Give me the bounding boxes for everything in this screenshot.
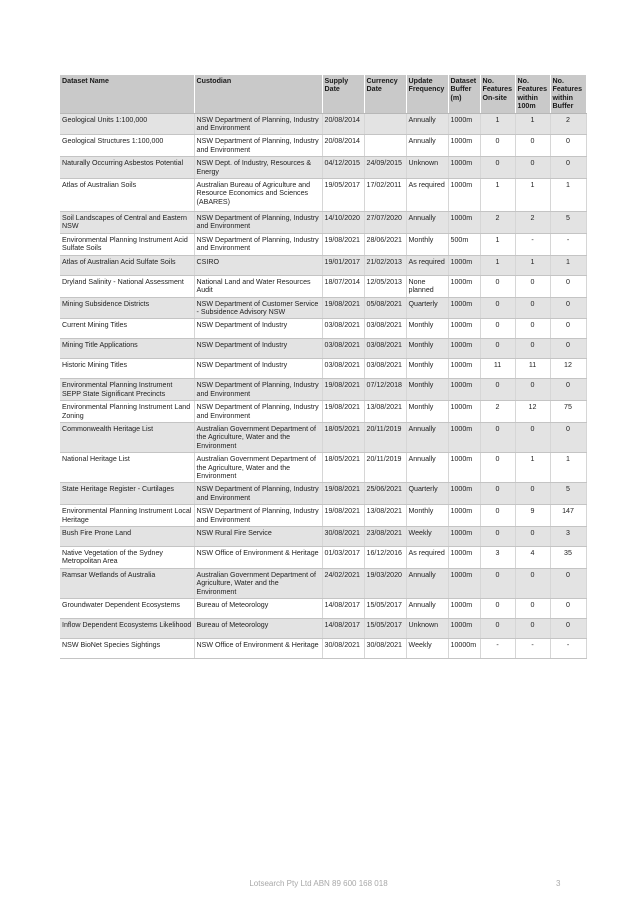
features-buffer-cell: 0 [550,568,586,598]
update-frequency-cell: Annually [406,113,448,135]
update-frequency-cell: Monthly [406,339,448,359]
supply-date-cell: 19/08/2021 [322,297,364,319]
supply-date-cell: 19/08/2021 [322,483,364,505]
currency-date-cell: 12/05/2013 [364,275,406,297]
features-buffer-cell: 0 [550,135,586,157]
footer-company: Lotsearch Pty Ltd ABN 89 600 168 018 [249,879,388,888]
features-onsite-cell: 0 [480,339,515,359]
dataset-buffer-cell: 1000m [448,599,480,619]
features-onsite-cell: 1 [480,113,515,135]
update-frequency-cell: Weekly [406,527,448,547]
currency-date-cell: 24/09/2015 [364,157,406,179]
features-100m-cell: 0 [515,568,550,598]
header-features-100m: No. Features within 100m [515,75,550,113]
update-frequency-cell: Annually [406,453,448,483]
supply-date-cell: 14/08/2017 [322,619,364,639]
features-100m-cell: 0 [515,527,550,547]
currency-date-cell: 03/08/2021 [364,359,406,379]
dataset-name-cell: Geological Structures 1:100,000 [60,135,194,157]
features-100m-cell: 0 [515,483,550,505]
dataset-buffer-cell: 1000m [448,401,480,423]
features-onsite-cell: 2 [480,401,515,423]
table-row [60,527,586,547]
features-onsite-cell: 11 [480,359,515,379]
table-row [60,453,586,483]
table-row [60,619,586,639]
features-buffer-cell: - [550,639,586,659]
custodian-cell: Australian Government Department of the Agriculture, Water and the Environment [194,453,322,483]
features-100m-cell: 1 [515,255,550,275]
features-onsite-cell: 0 [480,379,515,401]
table-row [60,297,586,319]
dataset-buffer-cell: 1000m [448,483,480,505]
dataset-buffer-cell: 1000m [448,505,480,527]
dataset-name-cell: National Heritage List [60,453,194,483]
features-buffer-cell: 147 [550,505,586,527]
dataset-name-cell: Atlas of Australian Acid Sulfate Soils [60,255,194,275]
custodian-cell: NSW Department of Industry [194,319,322,339]
dataset-buffer-cell: 1000m [448,212,480,234]
features-onsite-cell: 1 [480,255,515,275]
header-update-frequency: Update Frequency [406,75,448,113]
supply-date-cell: 18/05/2021 [322,422,364,452]
currency-date-cell: 17/02/2011 [364,179,406,212]
features-buffer-cell: 0 [550,275,586,297]
features-onsite-cell: 0 [480,599,515,619]
dataset-buffer-cell: 1000m [448,422,480,452]
table-row [60,568,586,598]
features-onsite-cell: 0 [480,483,515,505]
dataset-buffer-cell: 1000m [448,113,480,135]
update-frequency-cell: Weekly [406,639,448,659]
custodian-cell: NSW Department of Customer Service - Subsidence Advisory NSW [194,297,322,319]
update-frequency-cell: As required [406,255,448,275]
features-buffer-cell: 0 [550,319,586,339]
features-100m-cell: 0 [515,157,550,179]
dataset-buffer-cell: 500m [448,233,480,255]
update-frequency-cell: None planned [406,275,448,297]
currency-date-cell: 03/08/2021 [364,319,406,339]
features-onsite-cell: 0 [480,157,515,179]
features-buffer-cell: 0 [550,379,586,401]
features-100m-cell: 0 [515,619,550,639]
dataset-buffer-cell: 1000m [448,255,480,275]
header-features-onsite: No. Features On-site [480,75,515,113]
dataset-buffer-cell: 1000m [448,379,480,401]
supply-date-cell: 18/07/2014 [322,275,364,297]
table-row [60,179,586,212]
custodian-cell: NSW Department of Planning, Industry and Environment [194,379,322,401]
supply-date-cell: 24/02/2021 [322,568,364,598]
currency-date-cell: 16/12/2016 [364,547,406,569]
dataset-name-cell: Soil Landscapes of Central and Eastern NSW [60,212,194,234]
update-frequency-cell: Unknown [406,157,448,179]
supply-date-cell: 14/10/2020 [322,212,364,234]
header-custodian: Custodian [194,75,322,113]
update-frequency-cell: Annually [406,422,448,452]
currency-date-cell: 15/05/2017 [364,599,406,619]
dataset-buffer-cell: 1000m [448,547,480,569]
update-frequency-cell: Monthly [406,379,448,401]
supply-date-cell: 01/03/2017 [322,547,364,569]
features-onsite-cell: 0 [480,297,515,319]
update-frequency-cell: Unknown [406,619,448,639]
currency-date-cell: 21/02/2013 [364,255,406,275]
currency-date-cell: 03/08/2021 [364,339,406,359]
dataset-buffer-cell: 1000m [448,568,480,598]
custodian-cell: NSW Department of Planning, Industry and Environment [194,505,322,527]
features-100m-cell: 12 [515,401,550,423]
features-onsite-cell: 3 [480,547,515,569]
dataset-buffer-cell: 1000m [448,135,480,157]
features-onsite-cell: 1 [480,179,515,212]
custodian-cell: NSW Dept. of Industry, Resources & Energy [194,157,322,179]
currency-date-cell: 13/08/2021 [364,505,406,527]
features-100m-cell: 4 [515,547,550,569]
supply-date-cell: 03/08/2021 [322,339,364,359]
dataset-name-cell: Environmental Planning Instrument SEPP State Significant Precincts [60,379,194,401]
custodian-cell: Bureau of Meteorology [194,619,322,639]
dataset-name-cell: Mining Title Applications [60,339,194,359]
dataset-name-cell: Commonwealth Heritage List [60,422,194,452]
update-frequency-cell: Annually [406,212,448,234]
supply-date-cell: 18/05/2021 [322,453,364,483]
features-buffer-cell: 12 [550,359,586,379]
features-buffer-cell: 75 [550,401,586,423]
features-buffer-cell: 0 [550,339,586,359]
supply-date-cell: 14/08/2017 [322,599,364,619]
custodian-cell: CSIRO [194,255,322,275]
features-onsite-cell: 0 [480,319,515,339]
update-frequency-cell: As required [406,547,448,569]
custodian-cell: NSW Department of Planning, Industry and Environment [194,212,322,234]
features-100m-cell: 0 [515,297,550,319]
custodian-cell: NSW Office of Environment & Heritage [194,639,322,659]
dataset-name-cell: Historic Mining Titles [60,359,194,379]
table-row [60,339,586,359]
features-onsite-cell: 0 [480,568,515,598]
currency-date-cell [364,113,406,135]
dataset-name-cell: Groundwater Dependent Ecosystems [60,599,194,619]
table-row [60,401,586,423]
features-buffer-cell: 0 [550,599,586,619]
features-buffer-cell: 0 [550,297,586,319]
features-buffer-cell: 0 [550,619,586,639]
features-buffer-cell: 5 [550,483,586,505]
supply-date-cell: 20/08/2014 [322,135,364,157]
dataset-name-cell: Geological Units 1:100,000 [60,113,194,135]
features-onsite-cell: 2 [480,212,515,234]
features-100m-cell: 9 [515,505,550,527]
dataset-name-cell: Mining Subsidence Districts [60,297,194,319]
features-100m-cell: 0 [515,599,550,619]
table-row [60,113,586,135]
page-number: 3 [556,879,561,888]
custodian-cell: NSW Rural Fire Service [194,527,322,547]
custodian-cell: NSW Department of Industry [194,339,322,359]
features-onsite-cell: 0 [480,619,515,639]
dataset-name-cell: Current Mining Titles [60,319,194,339]
currency-date-cell: 13/08/2021 [364,401,406,423]
header-currency-date: Currency Date [364,75,406,113]
currency-date-cell: 20/11/2019 [364,453,406,483]
currency-date-cell: 30/08/2021 [364,639,406,659]
features-buffer-cell: 1 [550,179,586,212]
features-100m-cell: - [515,233,550,255]
custodian-cell: NSW Department of Planning, Industry and Environment [194,233,322,255]
update-frequency-cell: Monthly [406,401,448,423]
dataset-buffer-cell: 1000m [448,157,480,179]
custodian-cell: NSW Department of Industry [194,359,322,379]
dataset-buffer-cell: 10000m [448,639,480,659]
features-buffer-cell: 0 [550,422,586,452]
table-row [60,135,586,157]
currency-date-cell: 27/07/2020 [364,212,406,234]
features-buffer-cell: 5 [550,212,586,234]
currency-date-cell: 07/12/2018 [364,379,406,401]
dataset-buffer-cell: 1000m [448,619,480,639]
features-100m-cell: 0 [515,379,550,401]
table-row [60,233,586,255]
table-body [60,113,586,658]
dataset-name-cell: Ramsar Wetlands of Australia [60,568,194,598]
dataset-buffer-cell: 1000m [448,179,480,212]
features-100m-cell: 2 [515,212,550,234]
features-100m-cell: 0 [515,275,550,297]
update-frequency-cell: Monthly [406,359,448,379]
supply-date-cell: 20/08/2014 [322,113,364,135]
custodian-cell: Australian Government Department of Agriculture, Water and the Environment [194,568,322,598]
features-100m-cell: 0 [515,135,550,157]
supply-date-cell: 04/12/2015 [322,157,364,179]
currency-date-cell: 05/08/2021 [364,297,406,319]
currency-date-cell: 25/06/2021 [364,483,406,505]
supply-date-cell: 19/01/2017 [322,255,364,275]
supply-date-cell: 03/08/2021 [322,319,364,339]
features-buffer-cell: 1 [550,453,586,483]
update-frequency-cell: Annually [406,135,448,157]
table-header-row [60,75,586,113]
dataset-buffer-cell: 1000m [448,527,480,547]
features-100m-cell: 1 [515,179,550,212]
custodian-cell: NSW Department of Planning, Industry and Environment [194,113,322,135]
update-frequency-cell: As required [406,179,448,212]
features-onsite-cell: 0 [480,527,515,547]
features-onsite-cell: 0 [480,505,515,527]
dataset-name-cell: Dryland Salinity - National Assessment [60,275,194,297]
supply-date-cell: 19/08/2021 [322,505,364,527]
currency-date-cell: 19/03/2020 [364,568,406,598]
header-dataset-buffer: Dataset Buffer (m) [448,75,480,113]
table-row [60,275,586,297]
dataset-name-cell: Native Vegetation of the Sydney Metropolitan Area [60,547,194,569]
supply-date-cell: 19/08/2021 [322,401,364,423]
supply-date-cell: 30/08/2021 [322,527,364,547]
dataset-name-cell: Environmental Planning Instrument Acid Sulfate Soils [60,233,194,255]
update-frequency-cell: Monthly [406,319,448,339]
features-onsite-cell: 0 [480,422,515,452]
supply-date-cell: 30/08/2021 [322,639,364,659]
currency-date-cell: 20/11/2019 [364,422,406,452]
table-row [60,639,586,659]
features-onsite-cell: 1 [480,233,515,255]
update-frequency-cell: Quarterly [406,483,448,505]
features-100m-cell: 0 [515,319,550,339]
dataset-name-cell: Bush Fire Prone Land [60,527,194,547]
custodian-cell: Australian Bureau of Agriculture and Resource Economics and Sciences (ABARES) [194,179,322,212]
features-onsite-cell: 0 [480,135,515,157]
custodian-cell: Bureau of Meteorology [194,599,322,619]
dataset-name-cell: Environmental Planning Instrument Local Heritage [60,505,194,527]
table-row [60,157,586,179]
dataset-buffer-cell: 1000m [448,297,480,319]
features-100m-cell: - [515,639,550,659]
features-100m-cell: 1 [515,113,550,135]
features-onsite-cell: - [480,639,515,659]
table-row [60,599,586,619]
table-row [60,483,586,505]
currency-date-cell: 28/06/2021 [364,233,406,255]
header-dataset-name: Dataset Name [60,75,194,113]
dataset-buffer-cell: 1000m [448,453,480,483]
supply-date-cell: 19/08/2021 [322,233,364,255]
dataset-name-cell: State Heritage Register - Curtilages [60,483,194,505]
table-row [60,319,586,339]
features-buffer-cell: 1 [550,255,586,275]
supply-date-cell: 19/08/2021 [322,379,364,401]
header-features-buffer: No. Features within Buffer [550,75,586,113]
features-100m-cell: 0 [515,422,550,452]
update-frequency-cell: Annually [406,599,448,619]
dataset-name-cell: Environmental Planning Instrument Land Zoning [60,401,194,423]
dataset-name-cell: Atlas of Australian Soils [60,179,194,212]
dataset-buffer-cell: 1000m [448,275,480,297]
table-row [60,505,586,527]
features-buffer-cell: 2 [550,113,586,135]
table-row [60,379,586,401]
currency-date-cell: 23/08/2021 [364,527,406,547]
update-frequency-cell: Annually [406,568,448,598]
dataset-name-cell: Naturally Occurring Asbestos Potential [60,157,194,179]
update-frequency-cell: Monthly [406,505,448,527]
update-frequency-cell: Quarterly [406,297,448,319]
custodian-cell: NSW Department of Planning, Industry and Environment [194,135,322,157]
dataset-table [60,75,587,659]
dataset-name-cell: Inflow Dependent Ecosystems Likelihood [60,619,194,639]
table-row [60,359,586,379]
features-100m-cell: 11 [515,359,550,379]
dataset-name-cell: NSW BioNet Species Sightings [60,639,194,659]
dataset-buffer-cell: 1000m [448,339,480,359]
currency-date-cell: 15/05/2017 [364,619,406,639]
header-supply-date: Supply Date [322,75,364,113]
currency-date-cell [364,135,406,157]
table-row [60,212,586,234]
supply-date-cell: 19/05/2017 [322,179,364,212]
custodian-cell: Australian Government Department of the Agriculture, Water and the Environment [194,422,322,452]
features-100m-cell: 0 [515,339,550,359]
update-frequency-cell: Monthly [406,233,448,255]
custodian-cell: National Land and Water Resources Audit [194,275,322,297]
table-row [60,547,586,569]
features-100m-cell: 1 [515,453,550,483]
features-buffer-cell: 35 [550,547,586,569]
table-row [60,422,586,452]
features-onsite-cell: 0 [480,453,515,483]
features-buffer-cell: 0 [550,157,586,179]
custodian-cell: NSW Office of Environment & Heritage [194,547,322,569]
table-row [60,255,586,275]
supply-date-cell: 03/08/2021 [322,359,364,379]
features-buffer-cell: 3 [550,527,586,547]
dataset-buffer-cell: 1000m [448,319,480,339]
dataset-buffer-cell: 1000m [448,359,480,379]
features-buffer-cell: - [550,233,586,255]
custodian-cell: NSW Department of Planning, Industry and Environment [194,483,322,505]
features-onsite-cell: 0 [480,275,515,297]
custodian-cell: NSW Department of Planning, Industry and Environment [194,401,322,423]
